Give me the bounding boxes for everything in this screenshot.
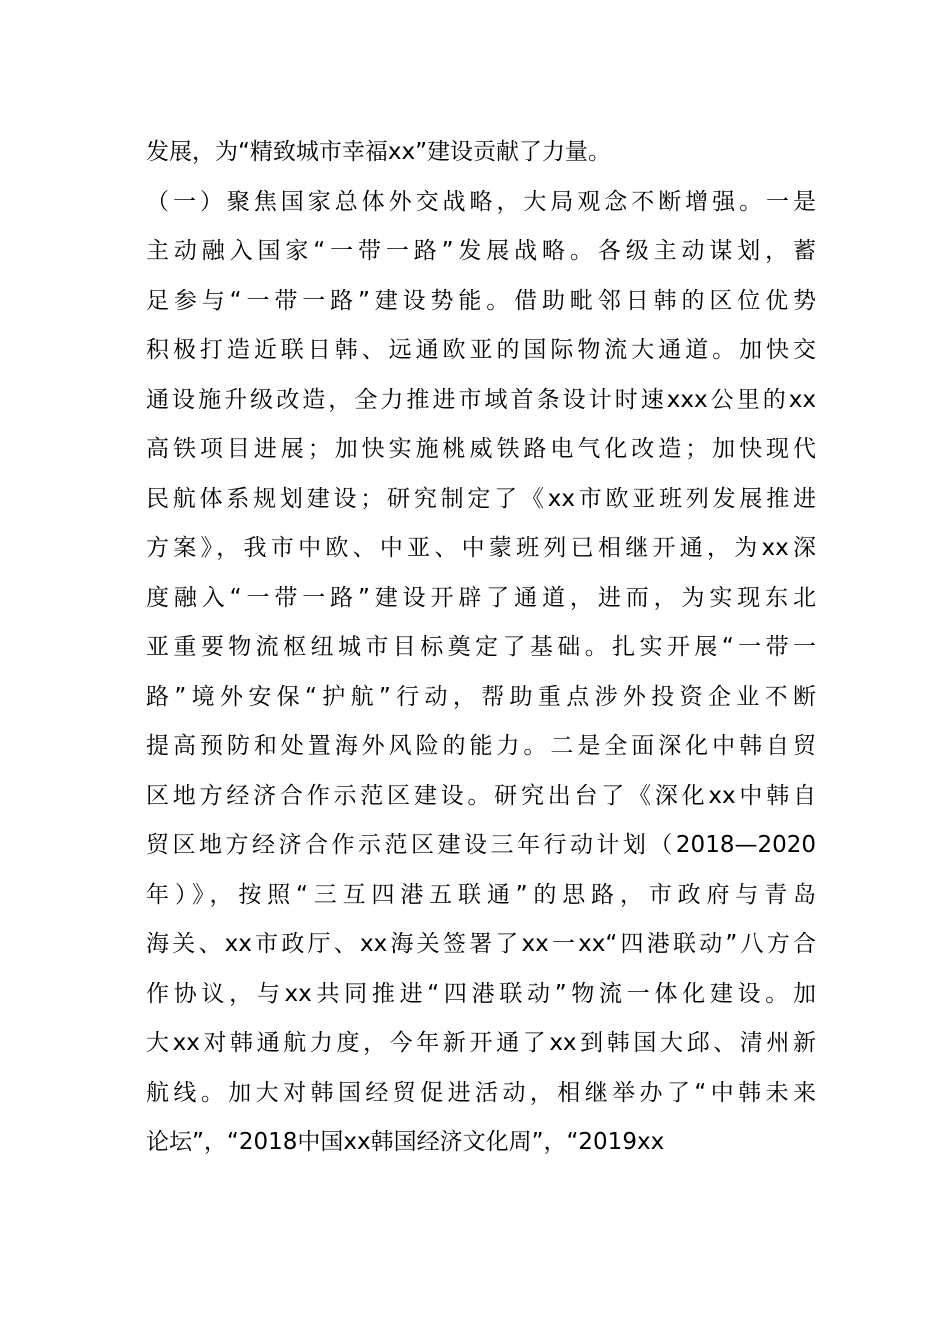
text-line-21: 论坛”，“2018中国xx韩国经济文化周”，“2019xx xyxy=(146,1129,665,1155)
text-line-4: 足参与“一带一路”建设势能。借助毗邻日韩的区位优势 xyxy=(146,287,816,314)
text-line-7: 高铁项目进展；加快实施桃威铁路电气化改造；加快现代 xyxy=(146,436,816,462)
text-line-16: 年）》，按照“三互四港五联通”的思路，市政府与青岛 xyxy=(146,881,816,908)
text-line-9: 方案》，我市中欧、中亚、中蒙班列已相继开通，为xx深 xyxy=(146,535,816,561)
body-text xyxy=(146,128,816,1168)
text-line-12: 路”境外安保“护航”行动，帮助重点涉外投资企业不断 xyxy=(146,683,816,710)
text-line-11: 亚重要物流枢纽城市目标奠定了基础。扎实开展“一带一 xyxy=(146,634,816,660)
text-line-6: 通设施升级改造，全力推进市域首条设计时速xxx公里的xx xyxy=(146,386,816,413)
text-line-8: 民航体系规划建设；研究制定了《xx市欧亚班列发展推进 xyxy=(146,485,816,512)
text-line-13: 提高预防和处置海外风险的能力。二是全面深化中韩自贸 xyxy=(146,733,816,759)
text-line-2: （一）聚焦国家总体外交战略，大局观念不断增强。一是 xyxy=(146,188,816,215)
text-line-5: 积极打造近联日韩、远通欧亚的国际物流大通道。加快交 xyxy=(146,337,816,363)
text-line-14: 区地方经济合作示范区建设。研究出台了《深化xx中韩自 xyxy=(146,782,816,809)
text-line-15: 贸区地方经济合作示范区建设三年行动计划（2018—2020 xyxy=(146,832,816,858)
text-line-3: 主动融入国家“一带一路”发展战略。各级主动谋划，蓄 xyxy=(146,238,816,264)
text-line-1: 发展，为“精致城市幸福xx”建设贡献了力量。 xyxy=(146,139,612,165)
text-line-10: 度融入“一带一路”建设开辟了通道，进而，为实现东北 xyxy=(146,584,816,611)
text-line-20: 航线。加大对韩国经贸促进活动，相继举办了“中韩未来 xyxy=(146,1079,816,1106)
text-line-17: 海关、xx市政厅、xx海关签署了xx一xx“四港联动”八方合 xyxy=(146,931,816,957)
text-line-19: 大xx对韩通航力度，今年新开通了xx到韩国大邱、清州新 xyxy=(146,1030,816,1056)
text-line-18: 作协议，与xx共同推进“四港联动”物流一体化建设。加 xyxy=(146,980,816,1007)
